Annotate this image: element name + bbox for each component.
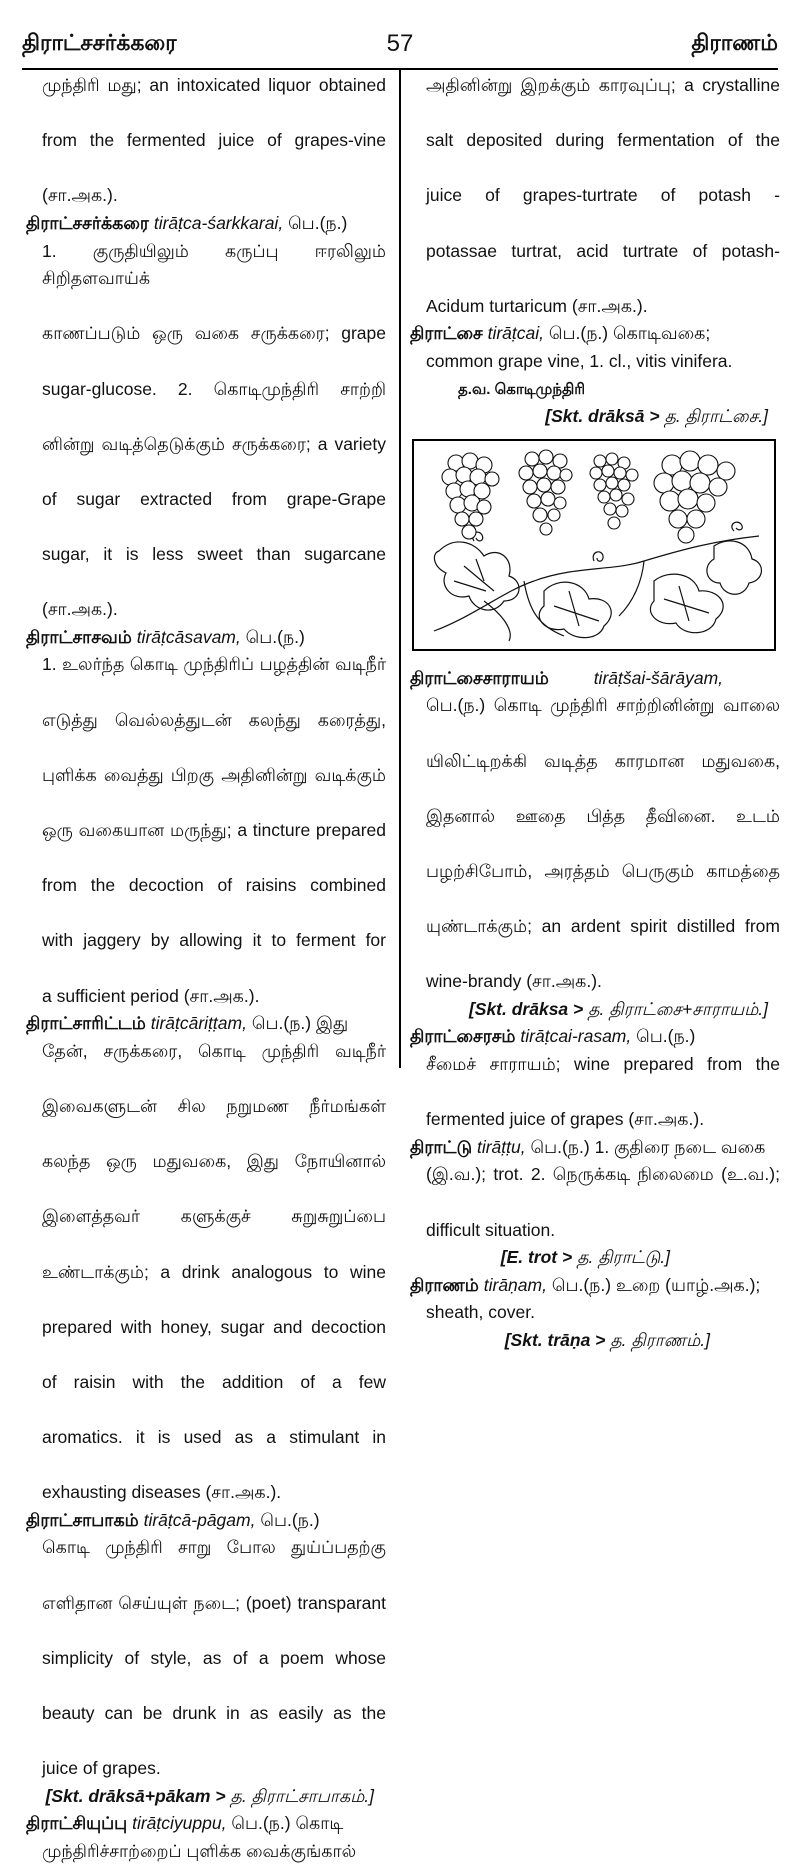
entry-tiratcasavam: [26, 624, 386, 1010]
transliteration: tirāṭcai,: [487, 323, 544, 344]
etymology-tamil: த. திராணம்.]: [610, 1329, 710, 1350]
part-of-speech: பெ.(ந.): [288, 212, 348, 233]
pure-tamil-word: த.வ. கொடிமுந்திரி: [458, 380, 586, 398]
entry-line: னின்று வடித்தெடுக்கும் சருக்கரை; a variety: [42, 433, 386, 454]
etymology: [410, 403, 780, 431]
headword: திராட்சசர்க்கரை: [26, 212, 149, 233]
entry-line: exhausting diseases (சா.அக.).: [42, 1482, 282, 1503]
entry-line: sugar, it is less sweet than sugarcane: [42, 544, 386, 565]
etymology-tamil: த. திராட்டு.]: [577, 1247, 670, 1268]
etymology-source: [Skt. drāksā+pākam >: [45, 1785, 226, 1806]
entry-line: உண்டாக்கும்; a drink analogous to wine: [42, 1261, 386, 1282]
part-of-speech: பெ.(ந.) இது: [251, 1013, 349, 1034]
transliteration: tirāṭcāriṭṭam,: [150, 1013, 247, 1034]
entry-line: difficult situation.: [426, 1219, 556, 1240]
entry-line: பெ.(ந.) கொடி முந்திரி சாற்றினின்று வாலை: [426, 695, 780, 716]
part-of-speech: பெ.(ந.): [636, 1026, 696, 1047]
etymology-tamil: த. திராட்சை.]: [664, 406, 768, 427]
entry-tiratcai: [410, 320, 780, 430]
entry-line: இளைத்தவர் களுக்குச் சுறுசுறுப்பை: [42, 1206, 386, 1227]
entry-line: கலந்த ஒரு மதுவகை, இது நோயினால்: [42, 1151, 386, 1172]
entry-line: salt deposited during fermentation of the: [426, 130, 780, 151]
headword: திராட்சாரிட்டம்: [26, 1013, 146, 1034]
transliteration: tirāṭcā-pāgam,: [143, 1509, 256, 1530]
part-of-speech: பெ.(ந.) கொடிவகை;: [548, 323, 711, 344]
part-of-speech: பெ.(ந.): [245, 626, 305, 647]
headword: திராட்சைரசம்: [410, 1026, 516, 1047]
right-column: [410, 72, 780, 1355]
transliteration: tirāṭṭu,: [476, 1136, 526, 1157]
entry-line: முந்திரி மது; an intoxicated liquor obtained: [42, 75, 386, 95]
entry-line: prepared with honey, sugar and decoction: [42, 1316, 386, 1337]
entry-line: கொடி முந்திரி சாறு போல துய்ப்பதற்கு: [42, 1537, 386, 1558]
entry-tiratca-sarkkarai: [26, 210, 386, 624]
grape-clusters: [442, 450, 735, 543]
entry-line: (சா.அக.).: [42, 599, 118, 620]
entry-line: juice of grapes-turtrate of potash -: [426, 185, 780, 206]
entry-continuation: [26, 72, 386, 210]
entry-line: from the fermented juice of grapes-vine: [42, 130, 386, 151]
entry-line: அதினின்று இறக்கும் காரவுப்பு; a crystalline: [426, 75, 780, 95]
etymology-source: [E. trot >: [500, 1247, 573, 1268]
entry-line: potassae turtrat, acid turtrate of potash-: [426, 240, 780, 261]
entry-line: புளிக்க வைத்து பிறகு அதினின்று வடிக்கும்: [42, 764, 386, 785]
entry-line: காணப்படும் ஒரு வகை சருக்கரை; grape: [42, 323, 386, 344]
headword: திராட்டு: [410, 1136, 473, 1157]
entry-line: இதனால் ஊதை பித்த தீவினை. உடம்: [426, 805, 780, 826]
right-guide-word: திராணம்: [691, 30, 778, 55]
grape-vine-drawing: [414, 441, 774, 649]
entry-line: (சா.அக.).: [42, 185, 118, 206]
part-of-speech: பெ.(ந.) உறை (யாழ்.அக.);: [551, 1274, 761, 1295]
entry-line: 1. உலர்ந்த கொடி முந்திரிப் பழத்தின் வடிநீர்: [42, 654, 386, 675]
entry-tiratcarittam: [26, 1010, 386, 1507]
entry-line: இவைகளுடன் சில நறுமண நீர்மங்கள்: [42, 1095, 386, 1116]
page-number: 57: [386, 30, 414, 57]
part-of-speech: பெ.(ந.) 1. குதிரை நடை வகை: [530, 1136, 766, 1157]
headword: திராணம்: [410, 1274, 479, 1295]
entry-line: from the decoction of raisins combined: [42, 875, 386, 896]
etymology: [410, 1327, 780, 1355]
etymology-tamil: த. திராட்சை+சாராயம்.]: [588, 998, 768, 1019]
entry-line: பழற்சிபோம், அரத்தம் பெருகும் காமத்தை: [426, 860, 780, 881]
transliteration: tirāṇam,: [483, 1274, 547, 1295]
entry-continuation: [410, 72, 780, 320]
entry-tiratsai-sarayam: [410, 665, 780, 1024]
headword: திராட்சாசவம்: [26, 626, 132, 647]
entry-line: முந்திரிச்சாற்றைப் புளிக்க வைக்குங்கால்: [42, 1841, 357, 1861]
etymology-tamil: த. திராட்சாபாகம்.]: [230, 1785, 374, 1806]
entry-tiratca-pagam: [26, 1507, 386, 1811]
entry-line: எடுத்து வெல்லத்துடன் கலந்து கரைத்து,: [42, 709, 386, 730]
left-guide-word: திராட்சசர்க்கரை: [22, 30, 177, 55]
etymology: [26, 1783, 386, 1811]
headword: திராட்சாபாகம்: [26, 1509, 139, 1530]
entry-line: common grape vine, 1. cl., vitis vinifera.: [426, 350, 733, 371]
transliteration: tirāṭcai-rasam,: [520, 1026, 632, 1047]
entry-tiratcai-rasam: [410, 1023, 780, 1133]
entry-line: sugar-glucose. 2. கொடிமுந்திரி சாற்றி: [42, 378, 386, 399]
left-column: [26, 72, 386, 1866]
entry-line: beauty can be drunk in as easily as the: [42, 1703, 386, 1724]
entry-line: யுண்டாக்கும்; an ardent spirit distilled from: [426, 916, 780, 937]
entry-line: simplicity of style, as of a poem whose: [42, 1647, 386, 1668]
part-of-speech: பெ.(ந.) கொடி: [231, 1813, 344, 1834]
entry-line: of raisin with the addition of a few: [42, 1371, 386, 1392]
etymology: [410, 996, 780, 1024]
etymology: [410, 1244, 780, 1272]
entry-line: தேன், சருக்கரை, கொடி முந்திரி வடிநீர்: [42, 1040, 386, 1061]
entry-line: juice of grapes.: [42, 1758, 161, 1779]
entry-tirattu: [410, 1134, 780, 1272]
entry-line: of sugar extracted from grape-Grape: [42, 488, 386, 509]
transliteration: tirāṭcāsavam,: [136, 626, 241, 647]
transliteration: tirāṭciyuppu,: [132, 1813, 227, 1834]
etymology-source: [Skt. trāṇa >: [504, 1329, 606, 1350]
column-divider: [399, 68, 401, 1068]
entry-line: sheath, cover.: [426, 1302, 535, 1323]
entry-tiratciyuppu: [26, 1810, 386, 1865]
etymology-source: [Skt. drāksā >: [545, 406, 660, 427]
entry-line: ஒரு வகையான மருந்து; a tincture prepared: [42, 820, 386, 841]
part-of-speech: பெ.(ந.): [260, 1509, 320, 1530]
transliteration: tirāṭca-śarkkarai,: [153, 212, 284, 233]
entry-line: aromatics. it is used as a stimulant in: [42, 1427, 386, 1448]
headword: திராட்சியுப்பு: [26, 1813, 128, 1834]
entry-line: எளிதான செய்யுள் நடை; (poet) transparant: [42, 1592, 386, 1613]
entry-line: (இ.வ.); trot. 2. நெருக்கடி நிலைமை (உ.வ.);: [426, 1164, 780, 1185]
entry-line: சீமைச் சாராயம்; wine prepared from the: [426, 1054, 780, 1075]
headword: திராட்சைசாராயம்: [410, 667, 549, 688]
transliteration: tirāṭšai-šārāyam,: [593, 667, 724, 688]
grape-vine-illustration: [412, 439, 776, 651]
etymology-source: [Skt. drāksa >: [468, 998, 584, 1019]
entry-line: with jaggery by allowing it to ferment for: [42, 930, 386, 951]
entry-line: fermented juice of grapes (சா.அக.).: [426, 1109, 705, 1130]
headword: திராட்சை: [410, 323, 483, 344]
entry-line: Acidum turtaricum (சா.அக.).: [426, 295, 648, 316]
entry-line: 1. குருதியிலும் கருப்பு ஈரலிலும் சிறிதளவாய்க்: [42, 240, 386, 289]
entry-line: wine-brandy (சா.அக.).: [426, 971, 602, 992]
page-header: [22, 30, 778, 70]
entry-line: a sufficient period (சா.அக.).: [42, 985, 260, 1006]
entry-tiranam: [410, 1272, 780, 1355]
entry-line: யிலிட்டிறக்கி வடித்த காரமான மதுவகை,: [426, 750, 780, 771]
